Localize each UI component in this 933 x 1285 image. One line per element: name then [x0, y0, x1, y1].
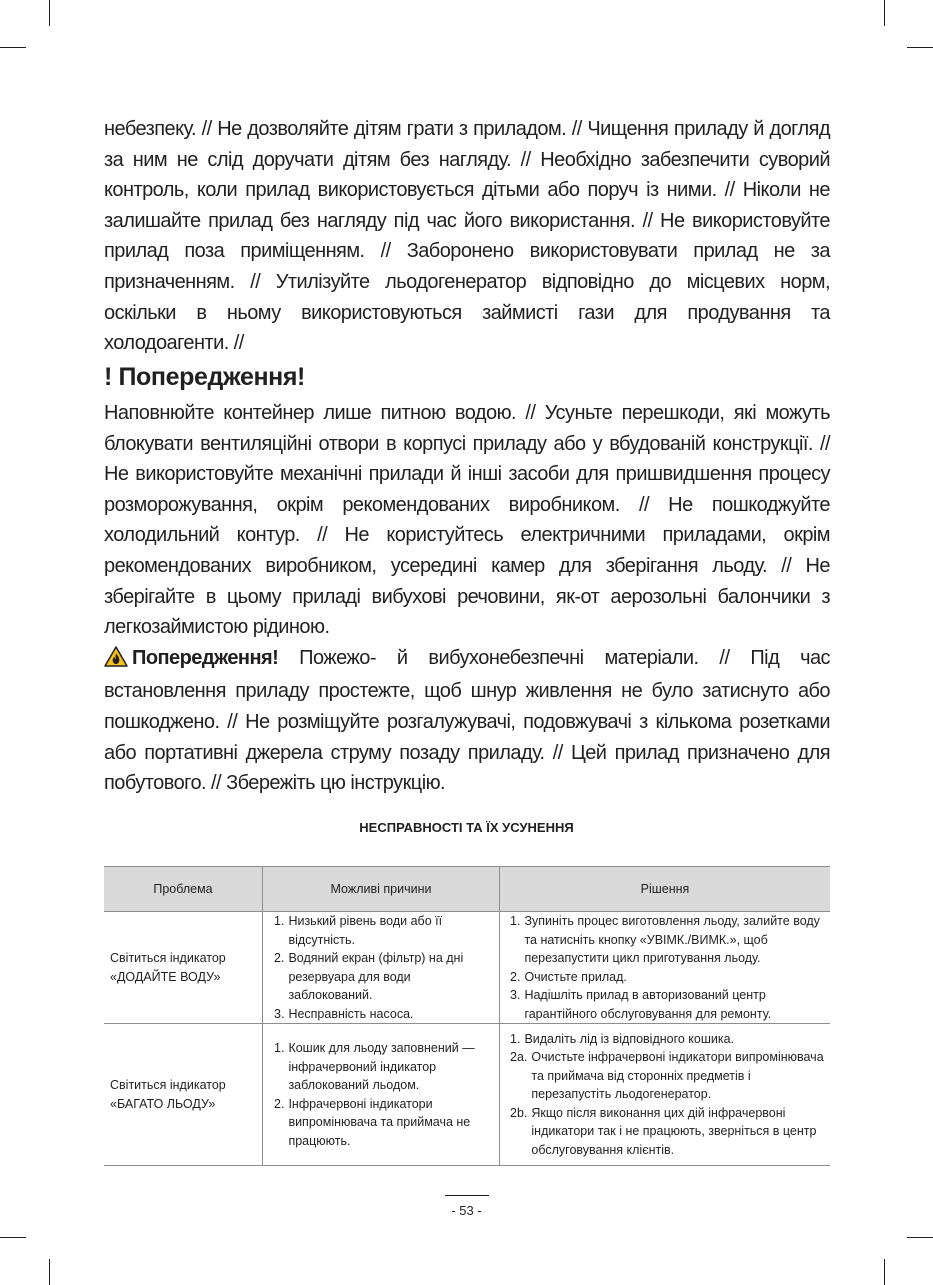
item-number: 2a.	[510, 1050, 528, 1065]
crop-mark	[49, 0, 50, 26]
crop-mark	[49, 1259, 50, 1285]
crop-mark	[884, 0, 885, 26]
causes-list	[274, 912, 495, 1023]
item-text: Очистьте прилад.	[524, 969, 627, 984]
list-item	[510, 1048, 826, 1104]
crop-mark	[907, 47, 933, 48]
crop-mark	[884, 1259, 885, 1285]
header-problem: Проблема	[104, 867, 263, 912]
page-number: - 53 -	[451, 1203, 482, 1218]
warning-heading: ! Попередження!	[104, 363, 305, 391]
item-number: 1.	[274, 914, 285, 928]
list-item	[510, 912, 826, 968]
table-row	[104, 912, 830, 1024]
item-number: 2.	[274, 1096, 285, 1111]
header-causes: Можливі причини	[263, 867, 500, 912]
item-text: Інфрачервоні індикатори випромінювача та приймача не працюють.	[288, 1096, 471, 1148]
item-number: 1.	[274, 1041, 285, 1055]
section-title: НЕСПРАВНОСТІ ТА ЇХ УСУНЕННЯ	[359, 820, 574, 835]
item-number: 1.	[510, 914, 521, 928]
item-text: Видаліть лід із відповідного кошика.	[524, 1031, 735, 1046]
item-number: 2b.	[510, 1105, 528, 1120]
list-item	[510, 1030, 826, 1049]
item-text: Якщо після виконання цих дій інфрачервоні індикатори так і не працюють, зверніться в центр обслуговування клієнтів.	[531, 1105, 817, 1157]
warning-paragraph: Наповнюйте контейнер лише питною водою. // Усуньте перешкоди, які можуть блокувати вентиляційні отвори в корпусі приладу або у вбудованій конструкції. // Не використовуйте механічні прилади й інші засоби для пришвидшення процесу розморожування, окрім рекомендованих виробником. // Не пошкоджуйте холодильний контур. // Не користуйтесь електричними приладами, окрім рекомендованих виробником, усередині камер для зберігання льоду. // Не зберігайте в цьому приладі вибухові речовини, як-от аерозольні балончики з легкозаймистою рідиною.	[104, 402, 830, 639]
intro-paragraph: небезпеку. // Не дозволяйте дітям грати з приладом. // Чищення приладу й догляд за ним не слід доручати дітям без нагляду. // Необхідно забезпечити суворий контроль, коли прилад використовується дітьми або поруч із ними. // Ніколи не залишайте прилад без нагляду під час його використання. // Не використовуйте прилад поза приміщенням. // Заборонено використовувати прилад не за призначенням. // Утилізуйте льодогенератор відповідно до місцевих норм, оскільки в ньому використовуються займисті гази для продування та холодоагенти. //	[104, 118, 830, 355]
causes-cell	[263, 1024, 500, 1166]
list-item	[274, 912, 495, 949]
causes-list	[274, 1039, 495, 1150]
item-number: 3.	[510, 988, 521, 1002]
item-text: Водяний екран (фільтр) на дні резервуара для води заблокований.	[288, 951, 464, 1002]
flammable-warning-icon	[104, 646, 128, 677]
list-item	[510, 1104, 826, 1160]
list-item	[274, 949, 495, 1005]
crop-mark	[0, 47, 26, 48]
item-text: Несправність насоса.	[288, 1006, 414, 1021]
item-text: Кошик для льоду заповнений — інфрачервоний індикатор заблокований льодом.	[288, 1041, 475, 1092]
problem-cell: Світиться індикатор «БАГАТО ЛЬОДУ»	[104, 1024, 263, 1166]
item-text: Очистьте інфрачервоні індикатори випромінювача та приймача від сторонніх предметів і перезапустіть льодогенератор.	[531, 1050, 824, 1102]
item-text: Низький рівень води або її відсутність.	[288, 914, 443, 947]
solutions-list	[510, 912, 826, 1023]
list-item	[510, 986, 826, 1023]
item-number: 2.	[510, 969, 521, 984]
causes-cell	[263, 912, 500, 1024]
list-item	[274, 1095, 495, 1151]
table-header-row	[104, 867, 830, 912]
header-solutions: Рішення	[500, 867, 831, 912]
list-item	[274, 1039, 495, 1095]
crop-mark	[0, 1237, 26, 1238]
solutions-cell	[500, 1024, 831, 1166]
item-number: 1.	[510, 1031, 521, 1046]
troubleshooting-table	[104, 866, 830, 1166]
list-item	[510, 968, 826, 987]
inline-warning-label: Попередження!	[132, 646, 279, 669]
crop-mark	[907, 1237, 933, 1238]
item-number: 3.	[274, 1006, 285, 1021]
solutions-list	[510, 1030, 826, 1160]
solutions-cell	[500, 912, 831, 1024]
warning-body	[104, 398, 830, 799]
footer-rule	[445, 1195, 489, 1196]
table-row	[104, 1024, 830, 1166]
fire-warning-paragraph: Пожежо- й вибухонебезпечні матеріали. // Під час встановлення приладу простежте, щоб шнур живлення не було затиснуто або пошкоджено. // Не розміщуйте розгалужувачі, подовжувачі з кількома розетками або портативні джерела струму позаду приладу. // Цей прилад призначено для побутового. // Збережіть цю інструкцію.	[104, 646, 830, 795]
item-text: Надішліть прилад в авторизований центр гарантійного обслуговування для ремонту.	[524, 988, 772, 1021]
problem-cell: Світиться індикатор «ДОДАЙТЕ ВОДУ»	[104, 912, 263, 1024]
list-item	[274, 1005, 495, 1024]
item-text: Зупиніть процес виготовлення льоду, залийте воду та натисніть кнопку «УВІМК./ВИМК.», щоб перезапустити цикл приготування льоду.	[524, 914, 820, 965]
item-number: 2.	[274, 951, 285, 965]
